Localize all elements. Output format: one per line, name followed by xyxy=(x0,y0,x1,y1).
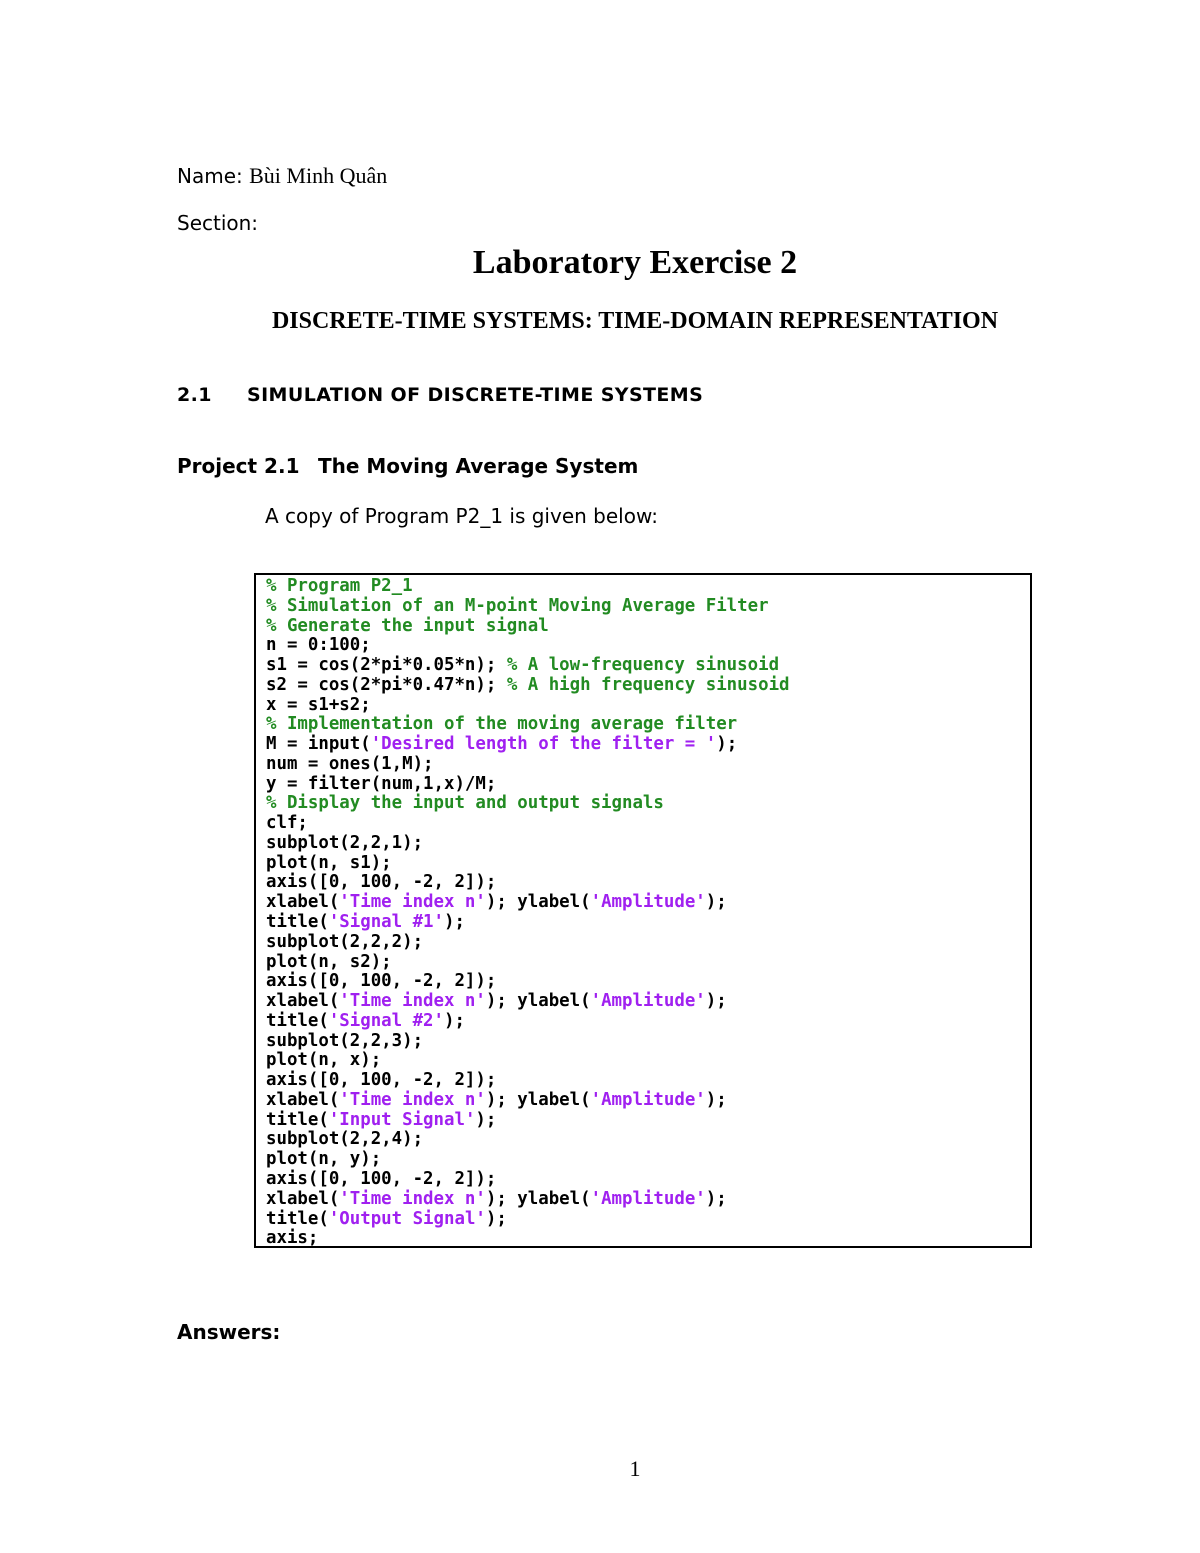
code-string: 'Time index n' xyxy=(339,1089,486,1110)
code-string: 'Amplitude' xyxy=(590,1089,706,1110)
code-line xyxy=(266,873,790,893)
code-text: xlabel( xyxy=(266,1089,340,1110)
code-line xyxy=(266,735,790,755)
code-text: axis([0, 100, -2, 2]); xyxy=(266,872,497,893)
code-text: subplot(2,2,3); xyxy=(266,1030,424,1051)
code-text: title( xyxy=(266,1208,329,1229)
code-text: title( xyxy=(266,1109,329,1130)
code-line xyxy=(266,577,790,597)
code-line xyxy=(266,893,790,913)
page-number: 1 xyxy=(629,1456,641,1481)
code-text: subplot(2,2,4); xyxy=(266,1129,424,1150)
code-text: M = input( xyxy=(266,734,371,755)
code-text: ); xyxy=(485,1208,507,1229)
code-text: plot(n, x); xyxy=(266,1050,382,1071)
code-line xyxy=(266,854,790,874)
code-listing xyxy=(254,573,1032,1248)
project-heading xyxy=(177,454,638,478)
name-line xyxy=(177,163,387,189)
code-line xyxy=(266,992,790,1012)
code-line xyxy=(266,617,790,637)
code-line xyxy=(266,775,790,795)
code-text: ); xyxy=(444,912,465,933)
code-text: ); xyxy=(705,991,727,1012)
code-text: n = 0:100; xyxy=(266,635,371,656)
section-number: 2.1 xyxy=(177,384,212,406)
intro-text: A copy of Program P2_1 is given below: xyxy=(265,504,658,528)
code-string: 'Desired length of the filter = ' xyxy=(370,734,717,755)
code-line xyxy=(266,636,790,656)
code-string: 'Signal #1' xyxy=(328,912,444,933)
name-label: Name: xyxy=(177,164,243,188)
code-string: 'Input Signal' xyxy=(328,1109,476,1130)
project-number: Project 2.1 xyxy=(177,454,300,478)
code-text: xlabel( xyxy=(266,991,340,1012)
code-line xyxy=(266,1051,790,1071)
code-comment: % Simulation of an M-point Moving Average Filter xyxy=(266,595,769,616)
page-subtitle: DISCRETE-TIME SYSTEMS: TIME-DOMAIN REPRESENTATION xyxy=(271,308,999,334)
code-text: ); xyxy=(705,892,727,913)
code-line xyxy=(266,794,790,814)
project-title: The Moving Average System xyxy=(318,454,639,478)
code-string: 'Amplitude' xyxy=(590,991,706,1012)
code-line xyxy=(266,933,790,953)
code-text: ); xyxy=(716,734,738,755)
code-text: plot(n, s2); xyxy=(266,951,392,972)
code-line xyxy=(266,913,790,933)
code-line xyxy=(266,1170,790,1190)
code-comment: % Implementation of the moving average filter xyxy=(266,714,738,735)
code-text: axis; xyxy=(266,1228,319,1249)
code-text: plot(n, y); xyxy=(266,1149,382,1170)
section-label: Section: xyxy=(177,211,259,235)
code-line xyxy=(266,834,790,854)
code-string: 'Amplitude' xyxy=(590,1188,706,1209)
code-comment: % Program P2_1 xyxy=(266,576,413,596)
code-line xyxy=(266,1071,790,1091)
code-line xyxy=(266,1032,790,1052)
answers-label: Answers: xyxy=(177,1320,281,1344)
code-text: s1 = cos(2*pi*0.05*n); xyxy=(266,655,507,676)
code-line xyxy=(266,755,790,775)
code-line xyxy=(266,656,790,676)
code-line xyxy=(266,1130,790,1150)
code-text: num = ones(1,M); xyxy=(266,753,434,774)
code-line xyxy=(266,814,790,834)
code-text: ); xyxy=(705,1188,727,1209)
code-text: ); xyxy=(475,1109,497,1130)
code-comment: % Display the input and output signals xyxy=(266,793,664,814)
code-line xyxy=(266,1012,790,1032)
code-line xyxy=(266,1190,790,1210)
code-line xyxy=(266,972,790,992)
code-line xyxy=(266,676,790,696)
code-string: 'Time index n' xyxy=(339,991,486,1012)
code-comment: % Generate the input signal xyxy=(266,615,549,636)
code-string: 'Time index n' xyxy=(339,1188,486,1209)
code-text: ); ylabel( xyxy=(485,991,591,1012)
code-string: 'Time index n' xyxy=(339,892,486,913)
code-text: clf; xyxy=(266,813,308,834)
code-line xyxy=(266,715,790,735)
code-lines xyxy=(266,577,790,1249)
code-text: plot(n, s1); xyxy=(266,852,392,873)
code-text: ); xyxy=(705,1089,727,1110)
code-text: s2 = cos(2*pi*0.47*n); xyxy=(266,674,507,695)
code-text: subplot(2,2,1); xyxy=(266,832,424,853)
code-line xyxy=(266,1150,790,1170)
code-line xyxy=(266,696,790,716)
name-value: Bùi Minh Quân xyxy=(249,163,388,188)
code-line xyxy=(266,1229,790,1249)
code-text: ); ylabel( xyxy=(485,892,591,913)
code-string: 'Output Signal' xyxy=(328,1208,486,1229)
code-text: subplot(2,2,2); xyxy=(266,931,424,952)
section-title: SIMULATION OF DISCRETE-TIME SYSTEMS xyxy=(247,384,704,406)
code-line xyxy=(266,953,790,973)
code-string: 'Signal #2' xyxy=(328,1010,444,1031)
code-text: y = filter(num,1,x)/M; xyxy=(266,773,497,794)
code-comment: % A low-frequency sinusoid xyxy=(506,655,780,676)
section-heading xyxy=(177,384,703,406)
code-text: ); ylabel( xyxy=(485,1089,591,1110)
code-line xyxy=(266,1210,790,1230)
code-line xyxy=(266,597,790,617)
code-text: axis([0, 100, -2, 2]); xyxy=(266,1070,497,1091)
code-text: ); ylabel( xyxy=(485,1188,591,1209)
code-text: axis([0, 100, -2, 2]); xyxy=(266,971,497,992)
code-text: x = s1+s2; xyxy=(266,694,371,715)
page-title: Laboratory Exercise 2 xyxy=(472,244,798,281)
code-text: xlabel( xyxy=(266,1188,340,1209)
code-line xyxy=(266,1111,790,1131)
code-text: title( xyxy=(266,1010,329,1031)
code-text: xlabel( xyxy=(266,892,340,913)
code-text: title( xyxy=(266,912,329,933)
code-string: 'Amplitude' xyxy=(590,892,706,913)
code-line xyxy=(266,1091,790,1111)
code-comment: % A high frequency sinusoid xyxy=(506,674,790,695)
code-text: axis([0, 100, -2, 2]); xyxy=(266,1168,497,1189)
code-text: ); xyxy=(444,1010,465,1031)
